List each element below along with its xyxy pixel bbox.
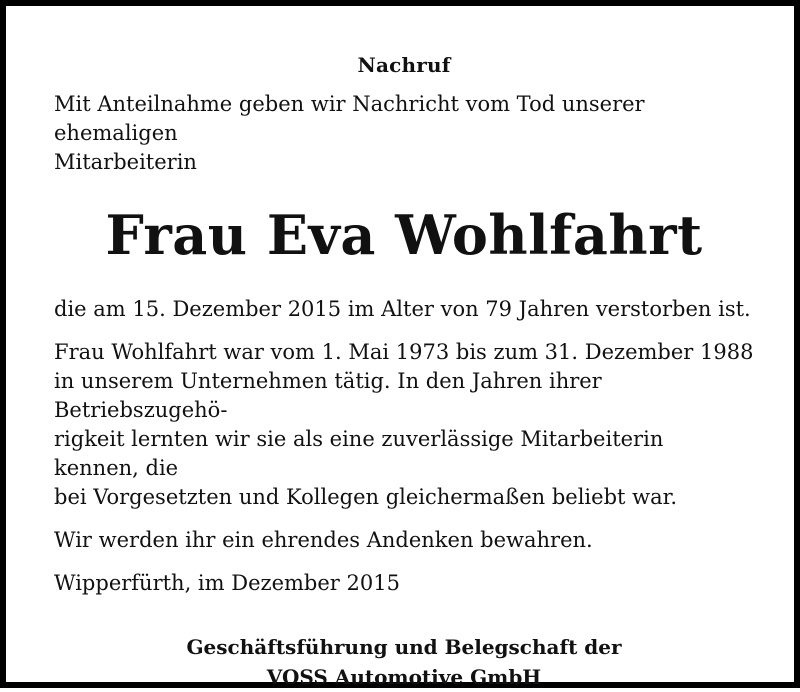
career-line-2: in unserem Unternehmen tätig. In den Jahren ihrer Betriebszugehö-	[54, 369, 602, 422]
signature-line-2: VOSS Automotive GmbH	[266, 665, 542, 689]
deceased-name: Frau Eva Wohlfahrt	[105, 203, 703, 267]
signature-block	[54, 632, 754, 692]
career-line-1: Frau Wohlfahrt war vom 1. Mai 1973 bis zum 31. Dezember 1988	[54, 340, 754, 364]
remembrance-text: Wir werden ihr ein ehrendes Andenken bewahren.	[54, 528, 593, 552]
death-sentence: die am 15. Dezember 2015 im Alter von 79 Jahren verstorben ist.	[54, 297, 751, 321]
notice-heading: Nachruf	[357, 53, 451, 77]
career-line-4: bei Vorgesetzten und Kollegen gleichermaßen beliebt war.	[54, 485, 678, 509]
intro-line-1: Mit Anteilnahme geben wir Nachricht vom Tod unserer ehemaligen	[54, 92, 645, 145]
career-paragraph	[54, 338, 754, 512]
intro-line-2: Mitarbeiterin	[54, 150, 197, 174]
career-line-3: rigkeit lernten wir sie als eine zuverlässige Mitarbeiterin kennen, die	[54, 427, 664, 480]
place-date: Wipperfürth, im Dezember 2015	[54, 571, 400, 595]
signature-line-1: Geschäftsführung und Belegschaft der	[186, 635, 622, 659]
intro-text	[54, 90, 754, 177]
